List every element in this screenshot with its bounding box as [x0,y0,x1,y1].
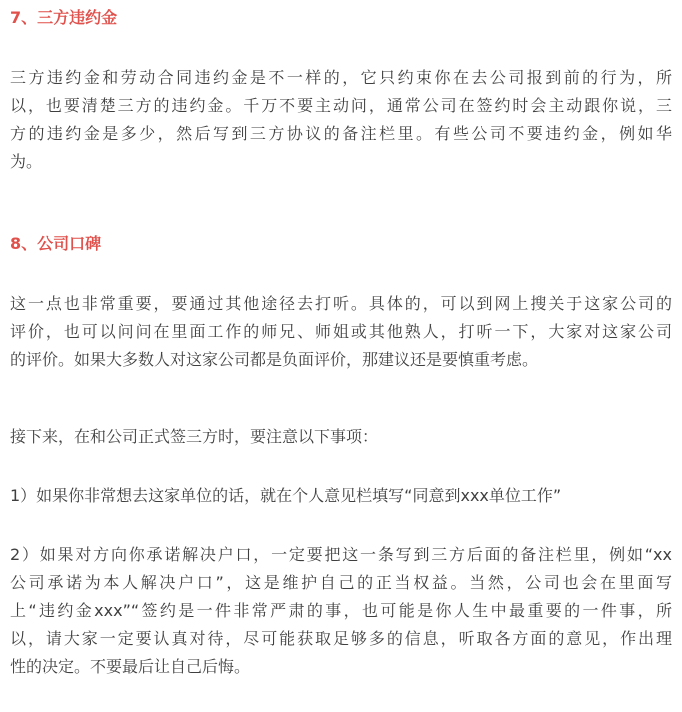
section-7-heading: 7、三方违约金 [10,8,118,27]
paragraph-line: 三方违约金和劳动合同违约金是不一样的，它只约束你在去公司报到前的行为，所 [10,68,672,87]
paragraph-line: 这一点也非常重要，要通过其他途径去打听。具体的，可以到网上搜关于这家公司的 [10,294,672,313]
section-8-heading: 8、公司口碑 [10,234,102,253]
paragraph-line: 上“违约金xxx”“签约是一件非常严肃的事，也可能是你人生中最重要的一件事，所 [10,601,672,620]
item-2-paragraph [10,541,672,681]
paragraph-line: 评价，也可以问问在里面工作的师兄、师姐或其他熟人，打听一下，大家对这家公司 [10,322,672,341]
intro-paragraph [10,423,672,451]
item-1-paragraph [10,482,672,510]
paragraph-line: 公司承诺为本人解决户口”，这是维护自己的正当权益。当然，公司也会在里面写 [10,573,672,592]
paragraph-line: 性的决定。不要最后让自己后悔。 [10,657,251,676]
section-7-paragraph [10,64,672,176]
paragraph-line: 接下来，在和公司正式签三方时，要注意以下事项： [10,427,379,446]
paragraph-line: 为。 [10,152,43,171]
paragraph-line: 方的违约金是多少，然后写到三方协议的备注栏里。有些公司不要违约金，例如华 [10,124,672,143]
section-8-paragraph [10,290,672,374]
paragraph-line: 以，也要清楚三方的违约金。千万不要主动问，通常公司在签约时会主动跟你说，三 [10,96,672,115]
paragraph-line: 的评价。如果大多数人对这家公司都是负面评价，那建议还是要慎重考虑。 [10,350,539,369]
paragraph-line: 1）如果你非常想去这家单位的话，就在个人意见栏填写“同意到xxx单位工作” [10,486,562,505]
paragraph-line: 以，请大家一定要认真对待，尽可能获取足够多的信息，听取各方面的意见，作出理 [10,629,672,648]
paragraph-line: 2）如果对方向你承诺解决户口，一定要把这一条写到三方后面的备注栏里，例如“xx [10,545,672,564]
